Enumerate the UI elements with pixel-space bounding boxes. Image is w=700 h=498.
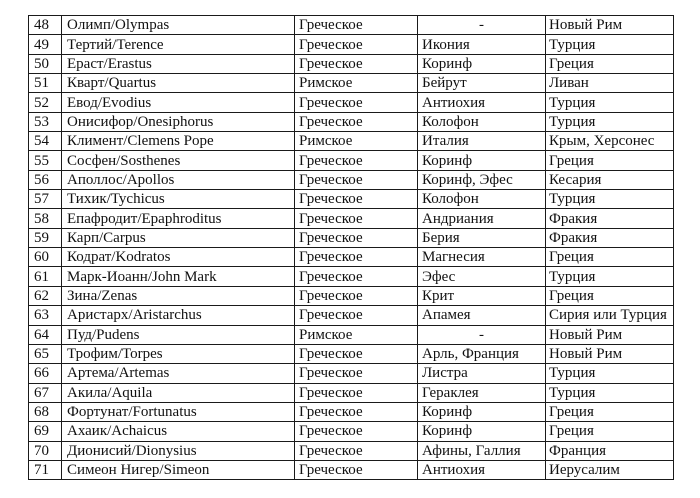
table-row bbox=[29, 441, 674, 460]
row-number-cell: 63 bbox=[29, 306, 62, 325]
row-number-cell: 67 bbox=[29, 383, 62, 402]
table-row bbox=[29, 402, 674, 421]
table-row bbox=[29, 383, 674, 402]
names-table bbox=[28, 15, 674, 480]
table-row bbox=[29, 151, 674, 170]
table-row bbox=[29, 228, 674, 247]
origin-cell: Греческое bbox=[295, 364, 418, 383]
origin-cell: Римское bbox=[295, 74, 418, 93]
city-cell: Арль, Франция bbox=[418, 344, 546, 363]
country-cell: Турция bbox=[546, 383, 674, 402]
name-cell: Онисифор/Onesiphorus bbox=[62, 112, 295, 131]
name-cell: Кодрат/Kodratos bbox=[62, 248, 295, 267]
origin-cell: Греческое bbox=[295, 112, 418, 131]
row-number-cell: 55 bbox=[29, 151, 62, 170]
row-number-cell: 66 bbox=[29, 364, 62, 383]
name-cell: Епафродит/Epaphroditus bbox=[62, 209, 295, 228]
city-cell: Коринф bbox=[418, 402, 546, 421]
row-number-cell: 70 bbox=[29, 441, 62, 460]
row-number-cell: 61 bbox=[29, 267, 62, 286]
table-row bbox=[29, 286, 674, 305]
country-cell: Греция bbox=[546, 402, 674, 421]
name-cell: Симеон Нигер/Simeon bbox=[62, 460, 295, 479]
country-cell: Греция bbox=[546, 54, 674, 73]
name-cell: Тихик/Tychicus bbox=[62, 190, 295, 209]
origin-cell: Греческое bbox=[295, 383, 418, 402]
row-number-cell: 60 bbox=[29, 248, 62, 267]
origin-cell: Греческое bbox=[295, 93, 418, 112]
origin-cell: Греческое bbox=[295, 54, 418, 73]
name-cell: Артема/Artemas bbox=[62, 364, 295, 383]
row-number-cell: 52 bbox=[29, 93, 62, 112]
table-row bbox=[29, 132, 674, 151]
row-number-cell: 64 bbox=[29, 325, 62, 344]
origin-cell: Греческое bbox=[295, 228, 418, 247]
row-number-cell: 59 bbox=[29, 228, 62, 247]
origin-cell: Римское bbox=[295, 132, 418, 151]
row-number-cell: 51 bbox=[29, 74, 62, 93]
country-cell: Фракия bbox=[546, 228, 674, 247]
name-cell: Ераст/Erastus bbox=[62, 54, 295, 73]
country-cell: Новый Рим bbox=[546, 16, 674, 35]
country-cell: Сирия или Турция bbox=[546, 306, 674, 325]
country-cell: Греция bbox=[546, 248, 674, 267]
city-cell: Эфес bbox=[418, 267, 546, 286]
city-cell: Крит bbox=[418, 286, 546, 305]
origin-cell: Римское bbox=[295, 325, 418, 344]
table-row bbox=[29, 170, 674, 189]
country-cell: Иерусалим bbox=[546, 460, 674, 479]
origin-cell: Греческое bbox=[295, 402, 418, 421]
city-cell: Коринф bbox=[418, 54, 546, 73]
table-row bbox=[29, 16, 674, 35]
origin-cell: Греческое bbox=[295, 170, 418, 189]
row-number-cell: 62 bbox=[29, 286, 62, 305]
table-body bbox=[29, 16, 674, 480]
name-cell: Сосфен/Sosthenes bbox=[62, 151, 295, 170]
city-cell: Антиохия bbox=[418, 460, 546, 479]
name-cell: Олимп/Olympas bbox=[62, 16, 295, 35]
country-cell: Турция bbox=[546, 364, 674, 383]
origin-cell: Греческое bbox=[295, 306, 418, 325]
row-number-cell: 71 bbox=[29, 460, 62, 479]
origin-cell: Греческое bbox=[295, 267, 418, 286]
name-cell: Зина/Zenas bbox=[62, 286, 295, 305]
table-row bbox=[29, 190, 674, 209]
country-cell: Новый Рим bbox=[546, 325, 674, 344]
table-row bbox=[29, 344, 674, 363]
city-cell: Афины, Галлия bbox=[418, 441, 546, 460]
origin-cell: Греческое bbox=[295, 286, 418, 305]
country-cell: Ливан bbox=[546, 74, 674, 93]
country-cell: Турция bbox=[546, 112, 674, 131]
table-row bbox=[29, 35, 674, 54]
origin-cell: Греческое bbox=[295, 35, 418, 54]
country-cell: Кесария bbox=[546, 170, 674, 189]
row-number-cell: 48 bbox=[29, 16, 62, 35]
country-cell: Турция bbox=[546, 190, 674, 209]
row-number-cell: 49 bbox=[29, 35, 62, 54]
row-number-cell: 54 bbox=[29, 132, 62, 151]
name-cell: Трофим/Torpes bbox=[62, 344, 295, 363]
row-number-cell: 56 bbox=[29, 170, 62, 189]
city-cell: - bbox=[418, 16, 546, 35]
table-row bbox=[29, 248, 674, 267]
origin-cell: Греческое bbox=[295, 248, 418, 267]
name-cell: Фортунат/Fortunatus bbox=[62, 402, 295, 421]
city-cell: Берия bbox=[418, 228, 546, 247]
table-row bbox=[29, 209, 674, 228]
table-row bbox=[29, 460, 674, 479]
name-cell: Карп/Carpus bbox=[62, 228, 295, 247]
city-cell: Бейрут bbox=[418, 74, 546, 93]
name-cell: Ахаик/Achaicus bbox=[62, 422, 295, 441]
origin-cell: Греческое bbox=[295, 16, 418, 35]
city-cell: Колофон bbox=[418, 112, 546, 131]
row-number-cell: 65 bbox=[29, 344, 62, 363]
country-cell: Крым, Херсонес bbox=[546, 132, 674, 151]
table-row bbox=[29, 325, 674, 344]
name-cell: Тертий/Terence bbox=[62, 35, 295, 54]
name-cell: Дионисий/Dionysius bbox=[62, 441, 295, 460]
city-cell: Андриания bbox=[418, 209, 546, 228]
row-number-cell: 68 bbox=[29, 402, 62, 421]
table-row bbox=[29, 364, 674, 383]
origin-cell: Греческое bbox=[295, 151, 418, 170]
city-cell: Колофон bbox=[418, 190, 546, 209]
origin-cell: Греческое bbox=[295, 441, 418, 460]
row-number-cell: 57 bbox=[29, 190, 62, 209]
city-cell: Листра bbox=[418, 364, 546, 383]
table-row bbox=[29, 306, 674, 325]
name-cell: Марк-Иоанн/John Mark bbox=[62, 267, 295, 286]
city-cell: Коринф, Эфес bbox=[418, 170, 546, 189]
name-cell: Акила/Aquila bbox=[62, 383, 295, 402]
origin-cell: Греческое bbox=[295, 209, 418, 228]
row-number-cell: 53 bbox=[29, 112, 62, 131]
row-number-cell: 58 bbox=[29, 209, 62, 228]
table-row bbox=[29, 422, 674, 441]
country-cell: Турция bbox=[546, 93, 674, 112]
origin-cell: Греческое bbox=[295, 344, 418, 363]
country-cell: Греция bbox=[546, 422, 674, 441]
name-cell: Аристарх/Aristarchus bbox=[62, 306, 295, 325]
city-cell: Италия bbox=[418, 132, 546, 151]
country-cell: Фракия bbox=[546, 209, 674, 228]
name-cell: Аполлос/Apollos bbox=[62, 170, 295, 189]
city-cell: - bbox=[418, 325, 546, 344]
city-cell: Антиохия bbox=[418, 93, 546, 112]
city-cell: Апамея bbox=[418, 306, 546, 325]
origin-cell: Греческое bbox=[295, 422, 418, 441]
name-cell: Пуд/Pudens bbox=[62, 325, 295, 344]
city-cell: Магнесия bbox=[418, 248, 546, 267]
row-number-cell: 69 bbox=[29, 422, 62, 441]
table-row bbox=[29, 112, 674, 131]
table-row bbox=[29, 267, 674, 286]
country-cell: Новый Рим bbox=[546, 344, 674, 363]
country-cell: Греция bbox=[546, 151, 674, 170]
city-cell: Гераклея bbox=[418, 383, 546, 402]
country-cell: Турция bbox=[546, 267, 674, 286]
name-cell: Евод/Evodius bbox=[62, 93, 295, 112]
origin-cell: Греческое bbox=[295, 460, 418, 479]
origin-cell: Греческое bbox=[295, 190, 418, 209]
city-cell: Коринф bbox=[418, 422, 546, 441]
country-cell: Франция bbox=[546, 441, 674, 460]
name-cell: Климент/Clemens Pope bbox=[62, 132, 295, 151]
city-cell: Коринф bbox=[418, 151, 546, 170]
country-cell: Греция bbox=[546, 286, 674, 305]
city-cell: Икония bbox=[418, 35, 546, 54]
name-cell: Кварт/Quartus bbox=[62, 74, 295, 93]
table-row bbox=[29, 93, 674, 112]
table-row bbox=[29, 74, 674, 93]
row-number-cell: 50 bbox=[29, 54, 62, 73]
country-cell: Турция bbox=[546, 35, 674, 54]
table-row bbox=[29, 54, 674, 73]
